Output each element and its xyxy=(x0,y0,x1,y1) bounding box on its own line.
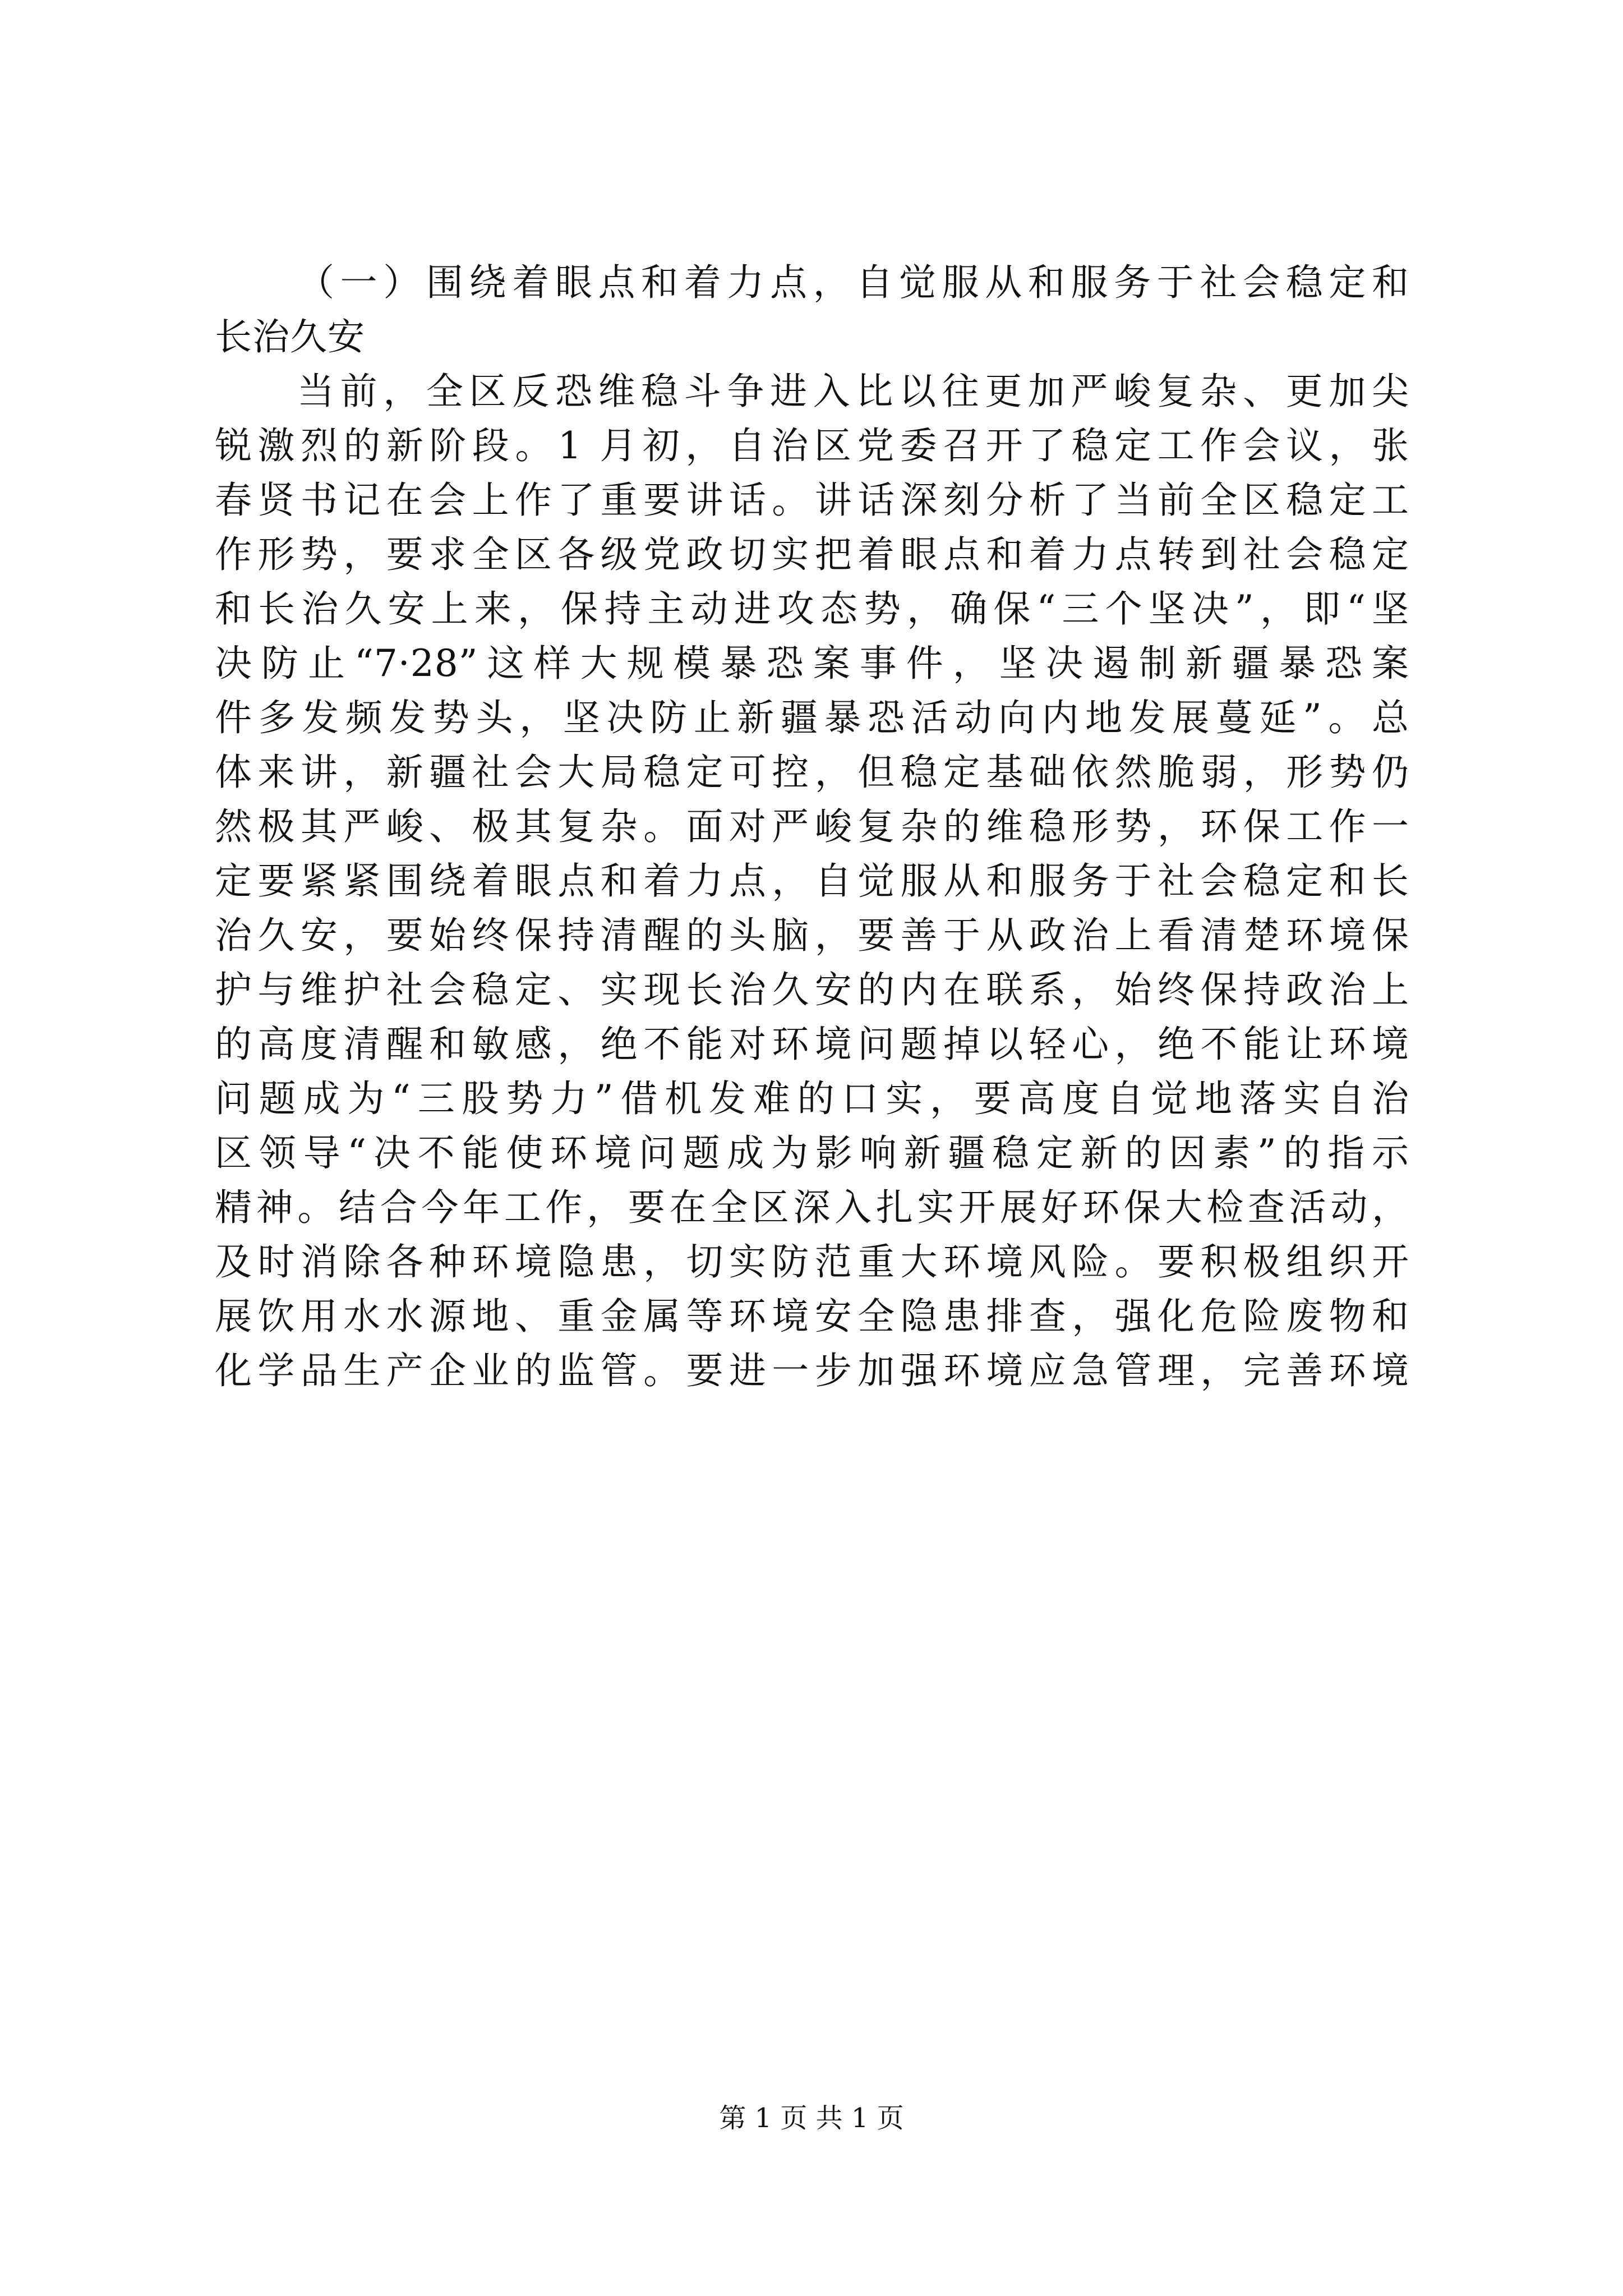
document-body xyxy=(215,255,1409,1398)
paragraph-line: 和长治久安上来，保持主动进攻态势，确保“三个坚决”，即“坚 xyxy=(215,587,1409,631)
paragraph-line: 问题成为“三股势力”借机发难的口实，要高度自觉地落实自治 xyxy=(215,1077,1409,1120)
paragraph-line: 定要紧紧围绕着眼点和着力点，自觉服从和服务于社会稳定和长 xyxy=(215,859,1409,903)
paragraph-line: 治久安，要始终保持清醒的头脑，要善于从政治上看清楚环境保 xyxy=(215,914,1409,957)
paragraph-line: 作形势，要求全区各级党政切实把着眼点和着力点转到社会稳定 xyxy=(215,533,1409,576)
paragraph-line: 决防止“7·28”这样大规模暴恐案事件，坚决遏制新疆暴恐案 xyxy=(215,642,1409,685)
paragraph-line: 展饮用水水源地、重金属等环境安全隐患排查，强化危险废物和 xyxy=(215,1295,1409,1338)
paragraph-line: 精神。结合今年工作，要在全区深入扎实开展好环保大检查活动， xyxy=(215,1186,1409,1229)
paragraph-line: 当前，全区反恐维稳斗争进入比以往更加严峻复杂、更加尖 xyxy=(297,370,1409,413)
paragraph-line: 及时消除各种环境隐患，切实防范重大环境风险。要积极组织开 xyxy=(215,1240,1409,1283)
page-number-footer: 第 1 页 共 1 页 xyxy=(719,2102,904,2134)
paragraph-line: 护与维护社会稳定、实现长治久安的内在联系，始终保持政治上 xyxy=(215,968,1409,1011)
paragraph-line: 化学品生产企业的监管。要进一步加强环境应急管理，完善环境 xyxy=(215,1349,1409,1392)
paragraph-line: 的高度清醒和敏感，绝不能对环境问题掉以轻心，绝不能让环境 xyxy=(215,1023,1409,1066)
paragraph-line: 体来讲，新疆社会大局稳定可控，但稳定基础依然脆弱，形势仍 xyxy=(215,751,1409,794)
paragraph-line: 区领导“决不能使环境问题成为影响新疆稳定新的因素”的指示 xyxy=(215,1131,1409,1175)
paragraph-line: 春贤书记在会上作了重要讲话。讲话深刻分析了当前全区稳定工 xyxy=(215,478,1409,522)
paragraph-line: 件多发频发势头，坚决防止新疆暴恐活动向内地发展蔓延”。总 xyxy=(215,696,1409,739)
paragraph-line: 然极其严峻、极其复杂。面对严峻复杂的维稳形势，环保工作一 xyxy=(215,805,1409,848)
section-heading-line-1: （一）围绕着眼点和着力点，自觉服从和服务于社会稳定和 xyxy=(297,261,1409,304)
section-heading-line-2: 长治久安 xyxy=(215,315,365,358)
paragraph-line: 锐激烈的新阶段。1 月初，自治区党委召开了稳定工作会议，张 xyxy=(215,424,1409,467)
